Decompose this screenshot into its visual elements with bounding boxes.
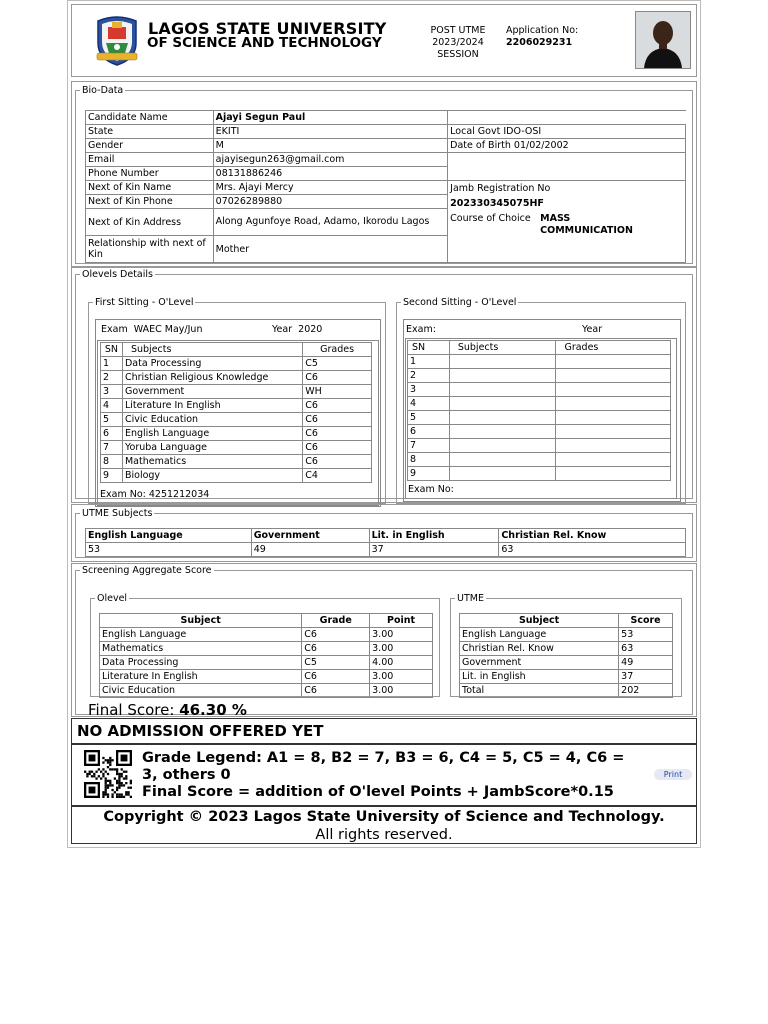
table-header-row: SN Subjects Grades [408, 341, 671, 355]
table-header-row: Subject Score [460, 614, 673, 628]
table-row: 1 [408, 355, 671, 369]
university-logo-icon [92, 13, 142, 67]
copyright-line2: All rights reserved. [315, 827, 453, 843]
final-score-formula: Final Score = addition of O'level Points + JambScore*0.15 [142, 784, 614, 800]
status-box [71, 718, 697, 744]
utme-subjects-table [85, 528, 686, 557]
table-row: 5 Civic Education C6 [101, 413, 372, 427]
biodata-table [85, 110, 686, 263]
table-row: Next of Kin Phone 07026289880 [86, 195, 686, 209]
table-row: 3 Government WH [101, 385, 372, 399]
admission-status: NO ADMISSION OFFERED YET [77, 722, 324, 740]
table-row: Phone Number 08131886246 [86, 167, 686, 181]
screening-olevel: Olevel Subject Grade Point English Language C6 3.00 Mathematics C6 3.00 Data Processing C5 4.00 Literature In English C6 3.00 Civic Education C6 3.00 [90, 593, 440, 697]
table-row: 6 English Language C6 [101, 427, 372, 441]
table-row: Christian Rel. Know 63 [460, 642, 673, 656]
screening-olevel-table [99, 613, 433, 698]
table-row: Candidate Name Ajayi Segun Paul [86, 111, 686, 125]
utme-session: POST UTME 2023/2024 SESSION [430, 25, 486, 60]
screening-utme-table [459, 613, 673, 698]
table-row: Literature In English C6 3.00 [100, 670, 433, 684]
legend-box [71, 744, 697, 806]
table-row: 9 Biology C4 [101, 469, 372, 483]
table-row: Next of Kin Address Along Agunfoye Road, Adamo, Ikorodu Lagos [86, 209, 686, 236]
table-row: 6 [408, 425, 671, 439]
table-row: Mathematics C6 3.00 [100, 642, 433, 656]
application-number: Application No: 2206029231 [506, 25, 579, 48]
table-row: 4 [408, 397, 671, 411]
table-row: English Language C6 3.00 [100, 628, 433, 642]
table-row: Email ajayisegun263@gmail.com [86, 153, 686, 167]
print-button[interactable]: Print [654, 769, 692, 780]
first-sitting: First Sitting - O'Level Exam WAEC May/Jun Year 2020 SN Subjects Grades 1 Data Processing C5 2 Christian Religious Knowledge C6 3 Government WH 4 Literature In English C6 5 Civic Education C6 6 English Language C6 7 Yoruba Language C6 8 Mathematics C6 9 Biology C4 Exam No: 4251212034 [88, 297, 386, 504]
table-row: 2 [408, 369, 671, 383]
table-row: 8 [408, 453, 671, 467]
table-row: 9 [408, 467, 671, 481]
table-row: 7 [408, 439, 671, 453]
table-row: 8 Mathematics C6 [101, 455, 372, 469]
utme-subjects-section: UTME Subjects English Language Government Lit. in English Christian Rel. Know 53 49 37 63 [75, 508, 693, 558]
screening-section: Screening Aggregate Score Olevel Subject Grade Point English Language C6 3.00 Mathematics C6 3.00 Data Processing C5 4.00 Literature In English C6 3.00 Civic Education C6 3.00 UTME Subject Score English Language 53 Christian Rel. Know 63 Government 49 Lit. in English 37 Total 202 Final Score: 46.30 % [75, 565, 693, 715]
biodata-section: Bio-Data Candidate Name Ajayi Segun Paul State EKITI Local Govt IDO-OSI Gender M Date of Birth 01/02/2002 Email ajayisegun263@gmail.com Phone Number 08131886246 Next of Kin Name Mrs. Ajayi Mercy Jamb Registration No 202330345075HF Course of Choice MASS COMMUNICATION Next of Kin Phone 07026289880 Next of Kin Address Along Agunfoye Road, Adamo, Ikorodu Lagos Relationship with next of Kin Mother [75, 85, 693, 264]
jamb-course-cell: Jamb Registration No 202330345075HF Course of Choice MASS COMMUNICATION [448, 181, 686, 263]
table-row: English Language 53 [460, 628, 673, 642]
table-header-row: English Language Government Lit. in English Christian Rel. Know [86, 529, 686, 543]
table-row: 3 [408, 383, 671, 397]
university-name-line1: LAGOS STATE UNIVERSITY [148, 19, 387, 38]
table-row: 53 49 37 63 [86, 543, 686, 557]
table-row: Lit. in English 37 [460, 670, 673, 684]
university-name-line2: OF SCIENCE AND TECHNOLOGY [147, 35, 382, 51]
table-row: State EKITI Local Govt IDO-OSI [86, 125, 686, 139]
table-row: 1 Data Processing C5 [101, 357, 372, 371]
screening-utme: UTME Subject Score English Language 53 Christian Rel. Know 63 Government 49 Lit. in English 37 Total 202 [450, 593, 682, 697]
table-row: Data Processing C5 4.00 [100, 656, 433, 670]
candidate-photo [635, 11, 691, 69]
table-row: 2 Christian Religious Knowledge C6 [101, 371, 372, 385]
table-row: 7 Yoruba Language C6 [101, 441, 372, 455]
table-row: Total 202 [460, 684, 673, 698]
first-sitting-table [100, 342, 372, 483]
qr-code-icon [82, 750, 135, 798]
second-sitting-table [407, 340, 671, 481]
table-header-row: SN Subjects Grades [101, 343, 372, 357]
table-row: Government 49 [460, 656, 673, 670]
table-header-row: Subject Grade Point [100, 614, 433, 628]
table-row: 5 [408, 411, 671, 425]
table-row: Civic Education C6 3.00 [100, 684, 433, 698]
header [71, 4, 697, 77]
table-row: Relationship with next of Kin Mother [86, 236, 686, 263]
grade-legend: Grade Legend: A1 = 8, B2 = 7, B3 = 6, C4 = 5, C5 = 4, C6 = 3, others 0 [142, 750, 625, 783]
candidate-avatar-icon [636, 12, 690, 68]
second-sitting: Second Sitting - O'Level Exam: Year SN Subjects Grades 1 2 3 4 5 6 7 8 9 Exam No: [396, 297, 686, 504]
result-slip [67, 0, 701, 848]
olevels-section: Olevels Details First Sitting - O'Level Exam WAEC May/Jun Year 2020 SN Subjects Grades 1 Data Processing C5 2 Christian Religious Knowledge C6 3 Government WH 4 Literature In English C6 5 Civic Education C6 6 English Language C6 7 Yoruba Language C6 8 Mathematics C6 9 Biology C4 Exam No: 4251212034 Second Sitting - O'Level Exam: Year SN Subjects Grades 1 2 3 4 5 6 7 8 9 Exam No: [75, 269, 693, 499]
table-row: Next of Kin Name Mrs. Ajayi Mercy Jamb Registration No 202330345075HF Course of Choice MASS COMMUNICATION [86, 181, 686, 195]
final-score: Final Score: 46.30 % [88, 701, 247, 719]
table-row: 4 Literature In English C6 [101, 399, 372, 413]
table-row: Gender M Date of Birth 01/02/2002 [86, 139, 686, 153]
copyright-box [71, 806, 697, 844]
copyright-line1: Copyright © 2023 Lagos State University of Science and Technology. [103, 809, 665, 825]
